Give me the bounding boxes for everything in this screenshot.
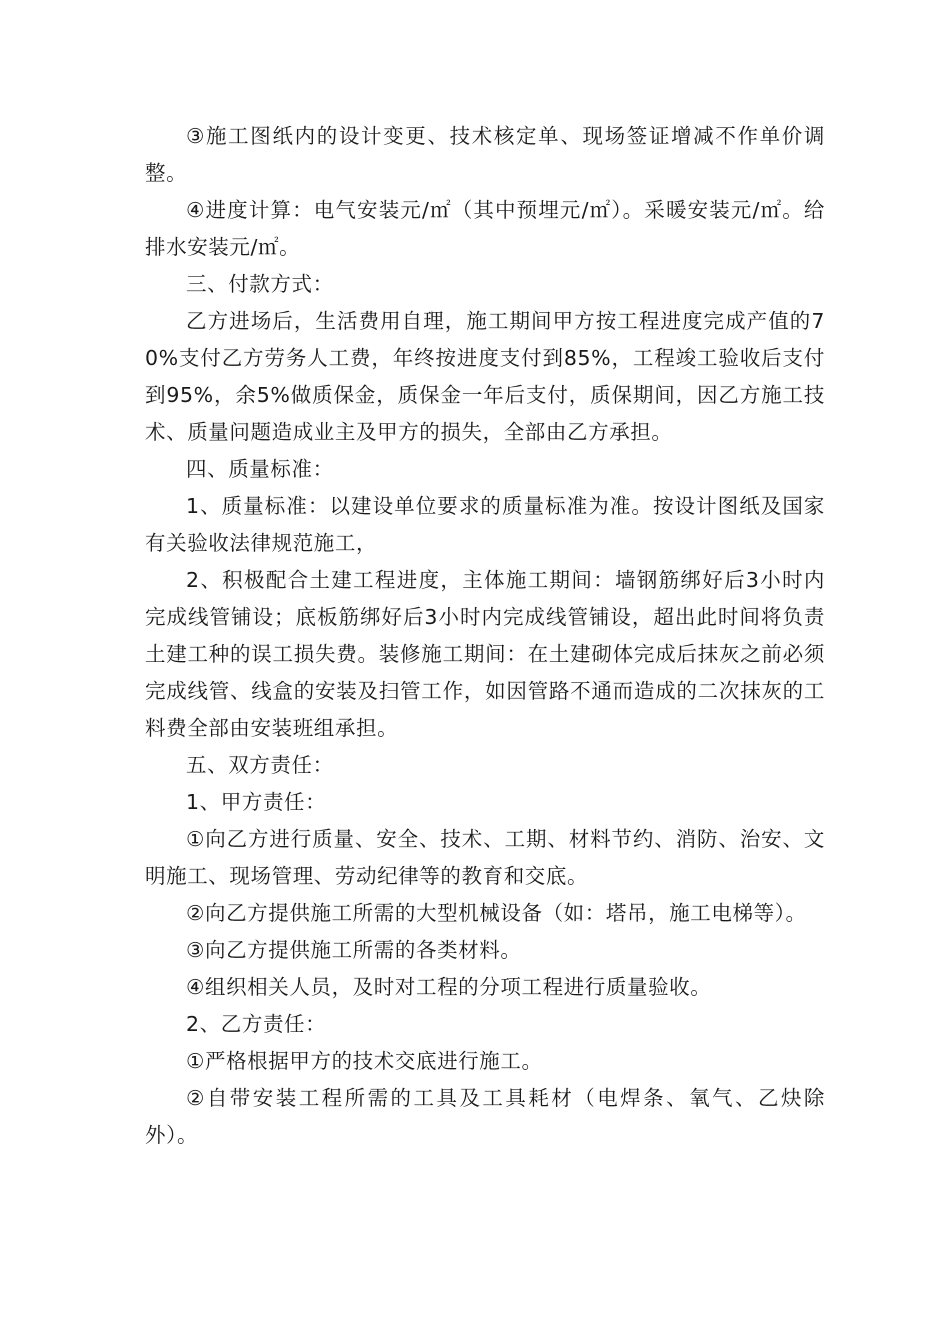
party-a-item-3: ③向乙方提供施工所需的各类材料。 bbox=[186, 938, 522, 962]
party-a-item-1: ①向乙方进行质量、安全、技术、工期、材料节约、消防、治安、文明施工、现场管理、劳动纪律等的教育和交底。 bbox=[145, 827, 825, 888]
heading-payment-method: 三、付款方式： bbox=[186, 272, 334, 296]
heading-party-a-responsibilities: 1、甲方责任： bbox=[186, 790, 327, 814]
paragraph-progress-calculation: ④进度计算：电气安装元/㎡（其中预埋元/㎡）。采暖安装元/㎡。给排水安装元/㎡。 bbox=[145, 198, 825, 259]
party-a-item-4: ④组织相关人员，及时对工程的分项工程进行质量验收。 bbox=[186, 975, 712, 999]
paragraph-design-change: ③施工图纸内的设计变更、技术核定单、现场签证增减不作单价调整。 bbox=[145, 124, 825, 185]
party-a-item-2: ②向乙方提供施工所需的大型机械设备（如：塔吊，施工电梯等）。 bbox=[186, 901, 807, 925]
paragraph-payment-terms: 乙方进场后，生活费用自理，施工期间甲方按工程进度完成产值的70%支付乙方劳务人工费，年终按进度支付到85%，工程竣工验收后支付到95%，余5%做质保金，质保金一年后支付，质保期间，因乙方施工技术、质量问题造成业主及甲方的损失，全部由乙方承担。 bbox=[145, 309, 825, 444]
heading-quality-standard: 四、质量标准： bbox=[186, 457, 334, 481]
party-b-item-1: ①严格根据甲方的技术交底进行施工。 bbox=[186, 1049, 543, 1073]
paragraph-quality-standard-2: 2、积极配合土建工程进度，主体施工期间：墙钢筋绑好后3小时内完成线管铺设；底板筋绑好后3小时内完成线管铺设，超出此时间将负责土建工种的误工损失费。装修施工期间：在土建砌体完成后抹灰之前必须完成线管、线盒的安装及扫管工作，如因管路不通而造成的二次抹灰的工料费全部由安装班组承担。 bbox=[145, 568, 825, 740]
heading-party-b-responsibilities: 2、乙方责任： bbox=[186, 1012, 327, 1036]
paragraph-quality-standard-1: 1、质量标准：以建设单位要求的质量标准为准。按设计图纸及国家有关验收法律规范施工， bbox=[145, 494, 825, 555]
party-b-item-2: ②自带安装工程所需的工具及工具耗材（电焊条、氧气、乙炔除外）。 bbox=[145, 1086, 825, 1147]
heading-responsibilities: 五、双方责任： bbox=[186, 753, 334, 777]
document-body bbox=[145, 118, 825, 1154]
